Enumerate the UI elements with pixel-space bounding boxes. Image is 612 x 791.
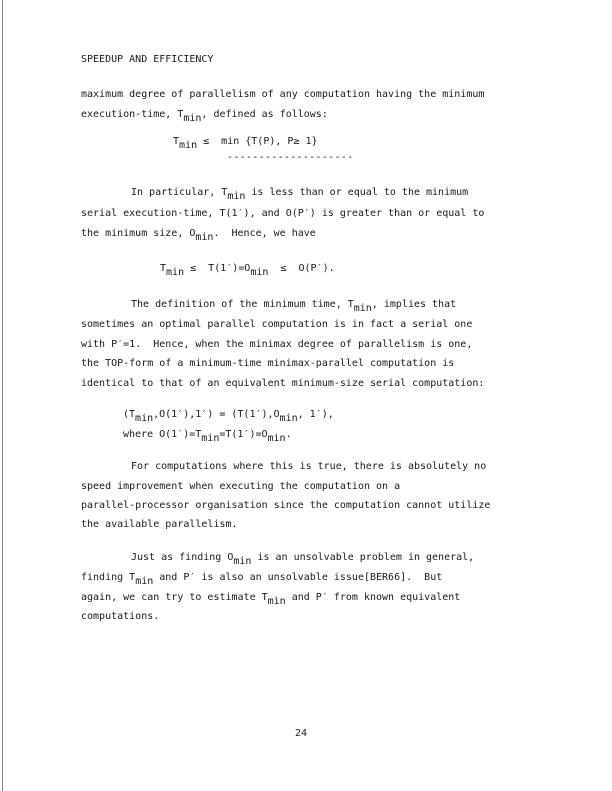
- running-header: SPEEDUP AND EFFICIENCY: [81, 54, 214, 65]
- page-margin-rule: [2, 0, 3, 791]
- para3-line4: the TOP-form of a minimum-time minimax-parallel computation is: [81, 358, 455, 369]
- equation-underline: --------------------: [227, 152, 354, 163]
- equation-top-form: (Tmin,O(1′),1′) = (T(1′),Omin, 1′),: [123, 409, 334, 424]
- para1-line1: maximum degree of parallelism of any computation having the minimum: [81, 89, 485, 100]
- para5-line3: again, we can try to estimate Tmin and P′ from known equivalent: [81, 592, 461, 607]
- para2-line3: the minimum size, Omin. Hence, we have: [81, 228, 316, 243]
- para4-line3: parallel-processor organisation since the computation cannot utilize: [81, 500, 491, 511]
- para3-line1: The definition of the minimum time, Tmin, implies that: [131, 299, 457, 314]
- para4-line4: the available parallelism.: [81, 519, 238, 530]
- para5-line1: Just as finding Omin is an unsolvable problem in general,: [131, 552, 475, 567]
- para4-line1: For computations where this is true, there is absolutely no: [131, 461, 487, 472]
- para5-line2: finding Tmin and P′ is also an unsolvable issue[BER66]. But: [81, 572, 443, 587]
- equation-where-clause: where O(1′)=Tmin=T(1′)=Omin.: [123, 429, 292, 444]
- para4-line2: speed improvement when executing the computation on a: [81, 481, 401, 492]
- equation-tmin-definition: Tmin ≤ min {T(P), P≥ 1}: [173, 136, 318, 151]
- para5-line4: computations.: [81, 611, 160, 622]
- para3-line2: sometimes an optimal parallel computation is in fact a serial one: [81, 319, 473, 330]
- page-number: 24: [295, 728, 308, 739]
- para3-line5: identical to that of an equivalent minimum-size serial computation:: [81, 378, 485, 389]
- para2-line2: serial execution-time, T(1′), and O(P′) is greater than or equal to: [81, 208, 485, 219]
- para2-line1: In particular, Tmin is less than or equal to the minimum: [131, 187, 469, 202]
- equation-tmin-bound: Tmin ≤ T(1′)=Omin ≤ O(P′).: [160, 263, 335, 278]
- para1-line2: execution-time, Tmin, defined as follows:: [81, 109, 328, 124]
- para3-line3: with P′=1. Hence, when the minimax degree of parallelism is one,: [81, 339, 473, 350]
